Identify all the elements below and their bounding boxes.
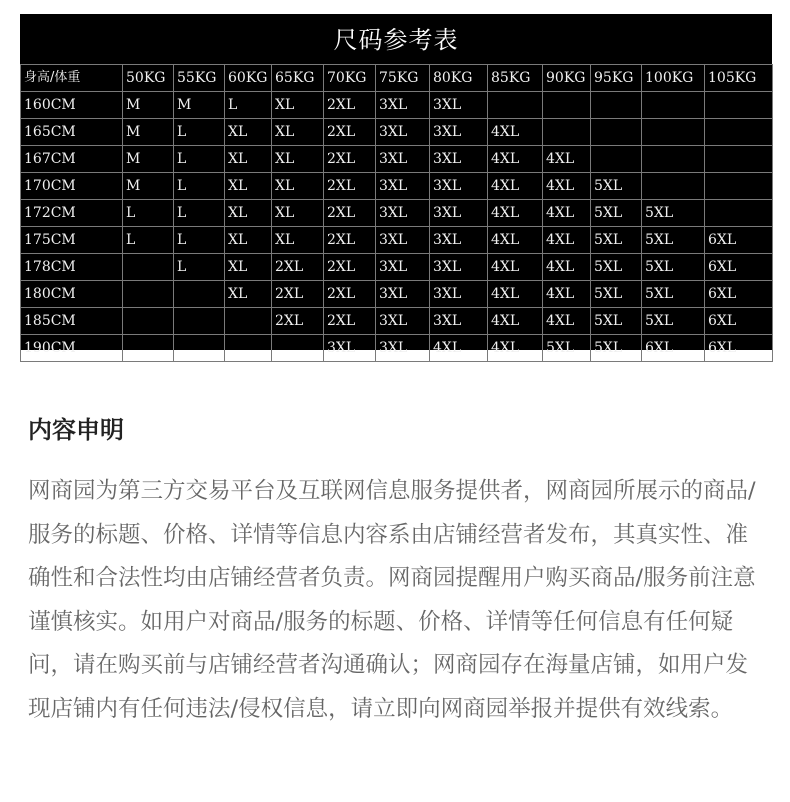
size-cell (705, 200, 773, 227)
weight-header: 80KG (430, 65, 488, 92)
size-cell: 3XL (376, 227, 430, 254)
size-cell: 4XL (543, 227, 591, 254)
size-cell (543, 119, 591, 146)
size-cell: 5XL (591, 173, 642, 200)
size-cell: 4XL (488, 146, 543, 173)
corner-label: 身高/体重 (21, 65, 123, 92)
size-cell: M (174, 92, 225, 119)
size-cell: 4XL (543, 308, 591, 335)
weight-header: 95KG (591, 65, 642, 92)
size-cell (705, 146, 773, 173)
size-cell: 5XL (642, 308, 705, 335)
size-cell: 3XL (376, 146, 430, 173)
size-cell: 5XL (642, 227, 705, 254)
table-row (21, 281, 773, 308)
size-cell (225, 308, 272, 335)
size-cell (705, 92, 773, 119)
table-row (21, 173, 773, 200)
size-cell: 4XL (488, 200, 543, 227)
size-cell: 3XL (430, 308, 488, 335)
weight-header: 65KG (272, 65, 324, 92)
height-label: 167CM (21, 146, 123, 173)
size-cell (123, 335, 174, 362)
size-cell: 3XL (324, 335, 376, 362)
size-cell: XL (272, 119, 324, 146)
size-cell: 5XL (543, 335, 591, 362)
size-cell: XL (272, 200, 324, 227)
size-cell: 3XL (376, 308, 430, 335)
size-cell (123, 281, 174, 308)
size-cell: 2XL (324, 254, 376, 281)
size-cell: 5XL (642, 254, 705, 281)
table-row (21, 254, 773, 281)
size-cell: 3XL (376, 281, 430, 308)
table-row (21, 200, 773, 227)
height-label: 165CM (21, 119, 123, 146)
weight-header: 85KG (488, 65, 543, 92)
size-cell (488, 92, 543, 119)
weight-header: 90KG (543, 65, 591, 92)
size-chart-image (20, 14, 772, 356)
disclaimer-body: 网商园为第三方交易平台及互联网信息服务提供者，网商园所展示的商品/服务的标题、价格、详情等信息内容系由店铺经营者发布，其真实性、准确性和合法性均由店铺经营者负责。网商园提醒用户购买商品/服务前注意谨慎核实。如用户对商品/服务的标题、价格、详情等任何信息有任何疑问，请在购买前与店铺经营者沟通确认；网商园存在海量店铺，如用户发现店铺内有任何违法/侵权信息，请立即向网商园举报并提供有效线索。 (28, 478, 756, 722)
size-cell: 2XL (324, 200, 376, 227)
size-cell: 3XL (376, 335, 430, 362)
table-row (21, 92, 773, 119)
size-cell: 5XL (591, 281, 642, 308)
size-rows (21, 92, 773, 362)
size-cell: XL (225, 254, 272, 281)
size-cell: XL (225, 119, 272, 146)
size-cell: 5XL (591, 308, 642, 335)
height-label: 178CM (21, 254, 123, 281)
size-cell: 3XL (376, 254, 430, 281)
size-cell: M (123, 119, 174, 146)
size-cell: 3XL (376, 119, 430, 146)
size-cell: 5XL (591, 200, 642, 227)
weight-header: 60KG (225, 65, 272, 92)
size-chart-header (20, 14, 772, 64)
size-cell: 4XL (543, 254, 591, 281)
size-cell: L (174, 173, 225, 200)
height-label: 190CM (21, 335, 123, 362)
size-cell: 6XL (705, 308, 773, 335)
size-cell (642, 146, 705, 173)
height-label: 180CM (21, 281, 123, 308)
size-cell: 2XL (324, 119, 376, 146)
size-cell: 3XL (430, 200, 488, 227)
size-cell: M (123, 92, 174, 119)
height-label: 185CM (21, 308, 123, 335)
size-cell: 3XL (430, 227, 488, 254)
weight-header: 50KG (123, 65, 174, 92)
size-cell (591, 92, 642, 119)
table-row (21, 146, 773, 173)
size-cell (225, 335, 272, 362)
size-cell (174, 308, 225, 335)
size-cell: L (123, 200, 174, 227)
size-cell: 5XL (642, 200, 705, 227)
weight-header: 100KG (642, 65, 705, 92)
size-cell (174, 335, 225, 362)
size-cell: 4XL (488, 119, 543, 146)
size-cell (174, 281, 225, 308)
size-cell (705, 119, 773, 146)
height-label: 160CM (21, 92, 123, 119)
size-cell (591, 146, 642, 173)
disclaimer-title: 内容申明 (28, 416, 124, 444)
size-cell: 6XL (705, 281, 773, 308)
table-row (21, 308, 773, 335)
size-cell: XL (225, 227, 272, 254)
size-cell: L (174, 227, 225, 254)
weight-header: 75KG (376, 65, 430, 92)
size-cell: 4XL (543, 146, 591, 173)
size-cell (272, 335, 324, 362)
size-cell: 4XL (488, 308, 543, 335)
size-cell: L (174, 254, 225, 281)
size-cell: 3XL (376, 173, 430, 200)
size-cell: 2XL (324, 92, 376, 119)
size-cell: XL (225, 281, 272, 308)
size-cell: XL (225, 173, 272, 200)
size-cell: 2XL (324, 173, 376, 200)
size-cell: 4XL (488, 173, 543, 200)
size-cell: 4XL (543, 200, 591, 227)
size-cell (123, 254, 174, 281)
size-cell: 5XL (591, 335, 642, 362)
size-cell: 6XL (705, 254, 773, 281)
size-cell: 6XL (642, 335, 705, 362)
size-cell: XL (225, 200, 272, 227)
size-cell: XL (225, 146, 272, 173)
size-cell: 6XL (705, 227, 773, 254)
size-cell: XL (272, 227, 324, 254)
size-cell: 5XL (591, 227, 642, 254)
table-row (21, 335, 773, 362)
size-cell: 2XL (272, 308, 324, 335)
height-label: 170CM (21, 173, 123, 200)
size-cell: XL (272, 146, 324, 173)
size-cell (705, 173, 773, 200)
size-cell: L (225, 92, 272, 119)
size-cell: 3XL (376, 200, 430, 227)
size-chart-title: 尺码参考表 (333, 26, 459, 54)
size-cell: 2XL (272, 281, 324, 308)
size-cell: 4XL (488, 281, 543, 308)
size-cell: XL (272, 173, 324, 200)
size-cell: 5XL (591, 254, 642, 281)
size-cell: 4XL (543, 281, 591, 308)
size-cell (591, 119, 642, 146)
size-cell (123, 308, 174, 335)
height-label: 172CM (21, 200, 123, 227)
weight-header: 105KG (705, 65, 773, 92)
size-cell: 3XL (430, 254, 488, 281)
size-cell: XL (272, 92, 324, 119)
size-cell: 3XL (430, 119, 488, 146)
size-cell: M (123, 173, 174, 200)
size-cell: 4XL (488, 227, 543, 254)
size-cell: 2XL (324, 146, 376, 173)
size-cell (642, 92, 705, 119)
size-cell: 2XL (324, 281, 376, 308)
size-cell: 3XL (430, 281, 488, 308)
size-cell: 5XL (642, 281, 705, 308)
size-cell: 4XL (488, 335, 543, 362)
table-row (21, 227, 773, 254)
size-cell: 4XL (543, 173, 591, 200)
size-cell (543, 92, 591, 119)
weight-header: 55KG (174, 65, 225, 92)
size-cell: L (123, 227, 174, 254)
size-cell: 3XL (430, 173, 488, 200)
size-cell: L (174, 119, 225, 146)
size-cell: 2XL (324, 308, 376, 335)
height-label: 175CM (21, 227, 123, 254)
weight-header-row (21, 65, 773, 92)
size-chart-table (20, 64, 773, 362)
size-cell: 3XL (430, 146, 488, 173)
size-cell: 2XL (272, 254, 324, 281)
size-cell: 4XL (488, 254, 543, 281)
size-cell: 2XL (324, 227, 376, 254)
size-cell: 3XL (376, 92, 430, 119)
weight-header: 70KG (324, 65, 376, 92)
size-cell (642, 173, 705, 200)
size-cell: 4XL (430, 335, 488, 362)
size-cell: L (174, 146, 225, 173)
table-row (21, 119, 773, 146)
size-cell: M (123, 146, 174, 173)
size-cell: 6XL (705, 335, 773, 362)
size-cell (642, 119, 705, 146)
size-cell: L (174, 200, 225, 227)
size-cell: 3XL (430, 92, 488, 119)
